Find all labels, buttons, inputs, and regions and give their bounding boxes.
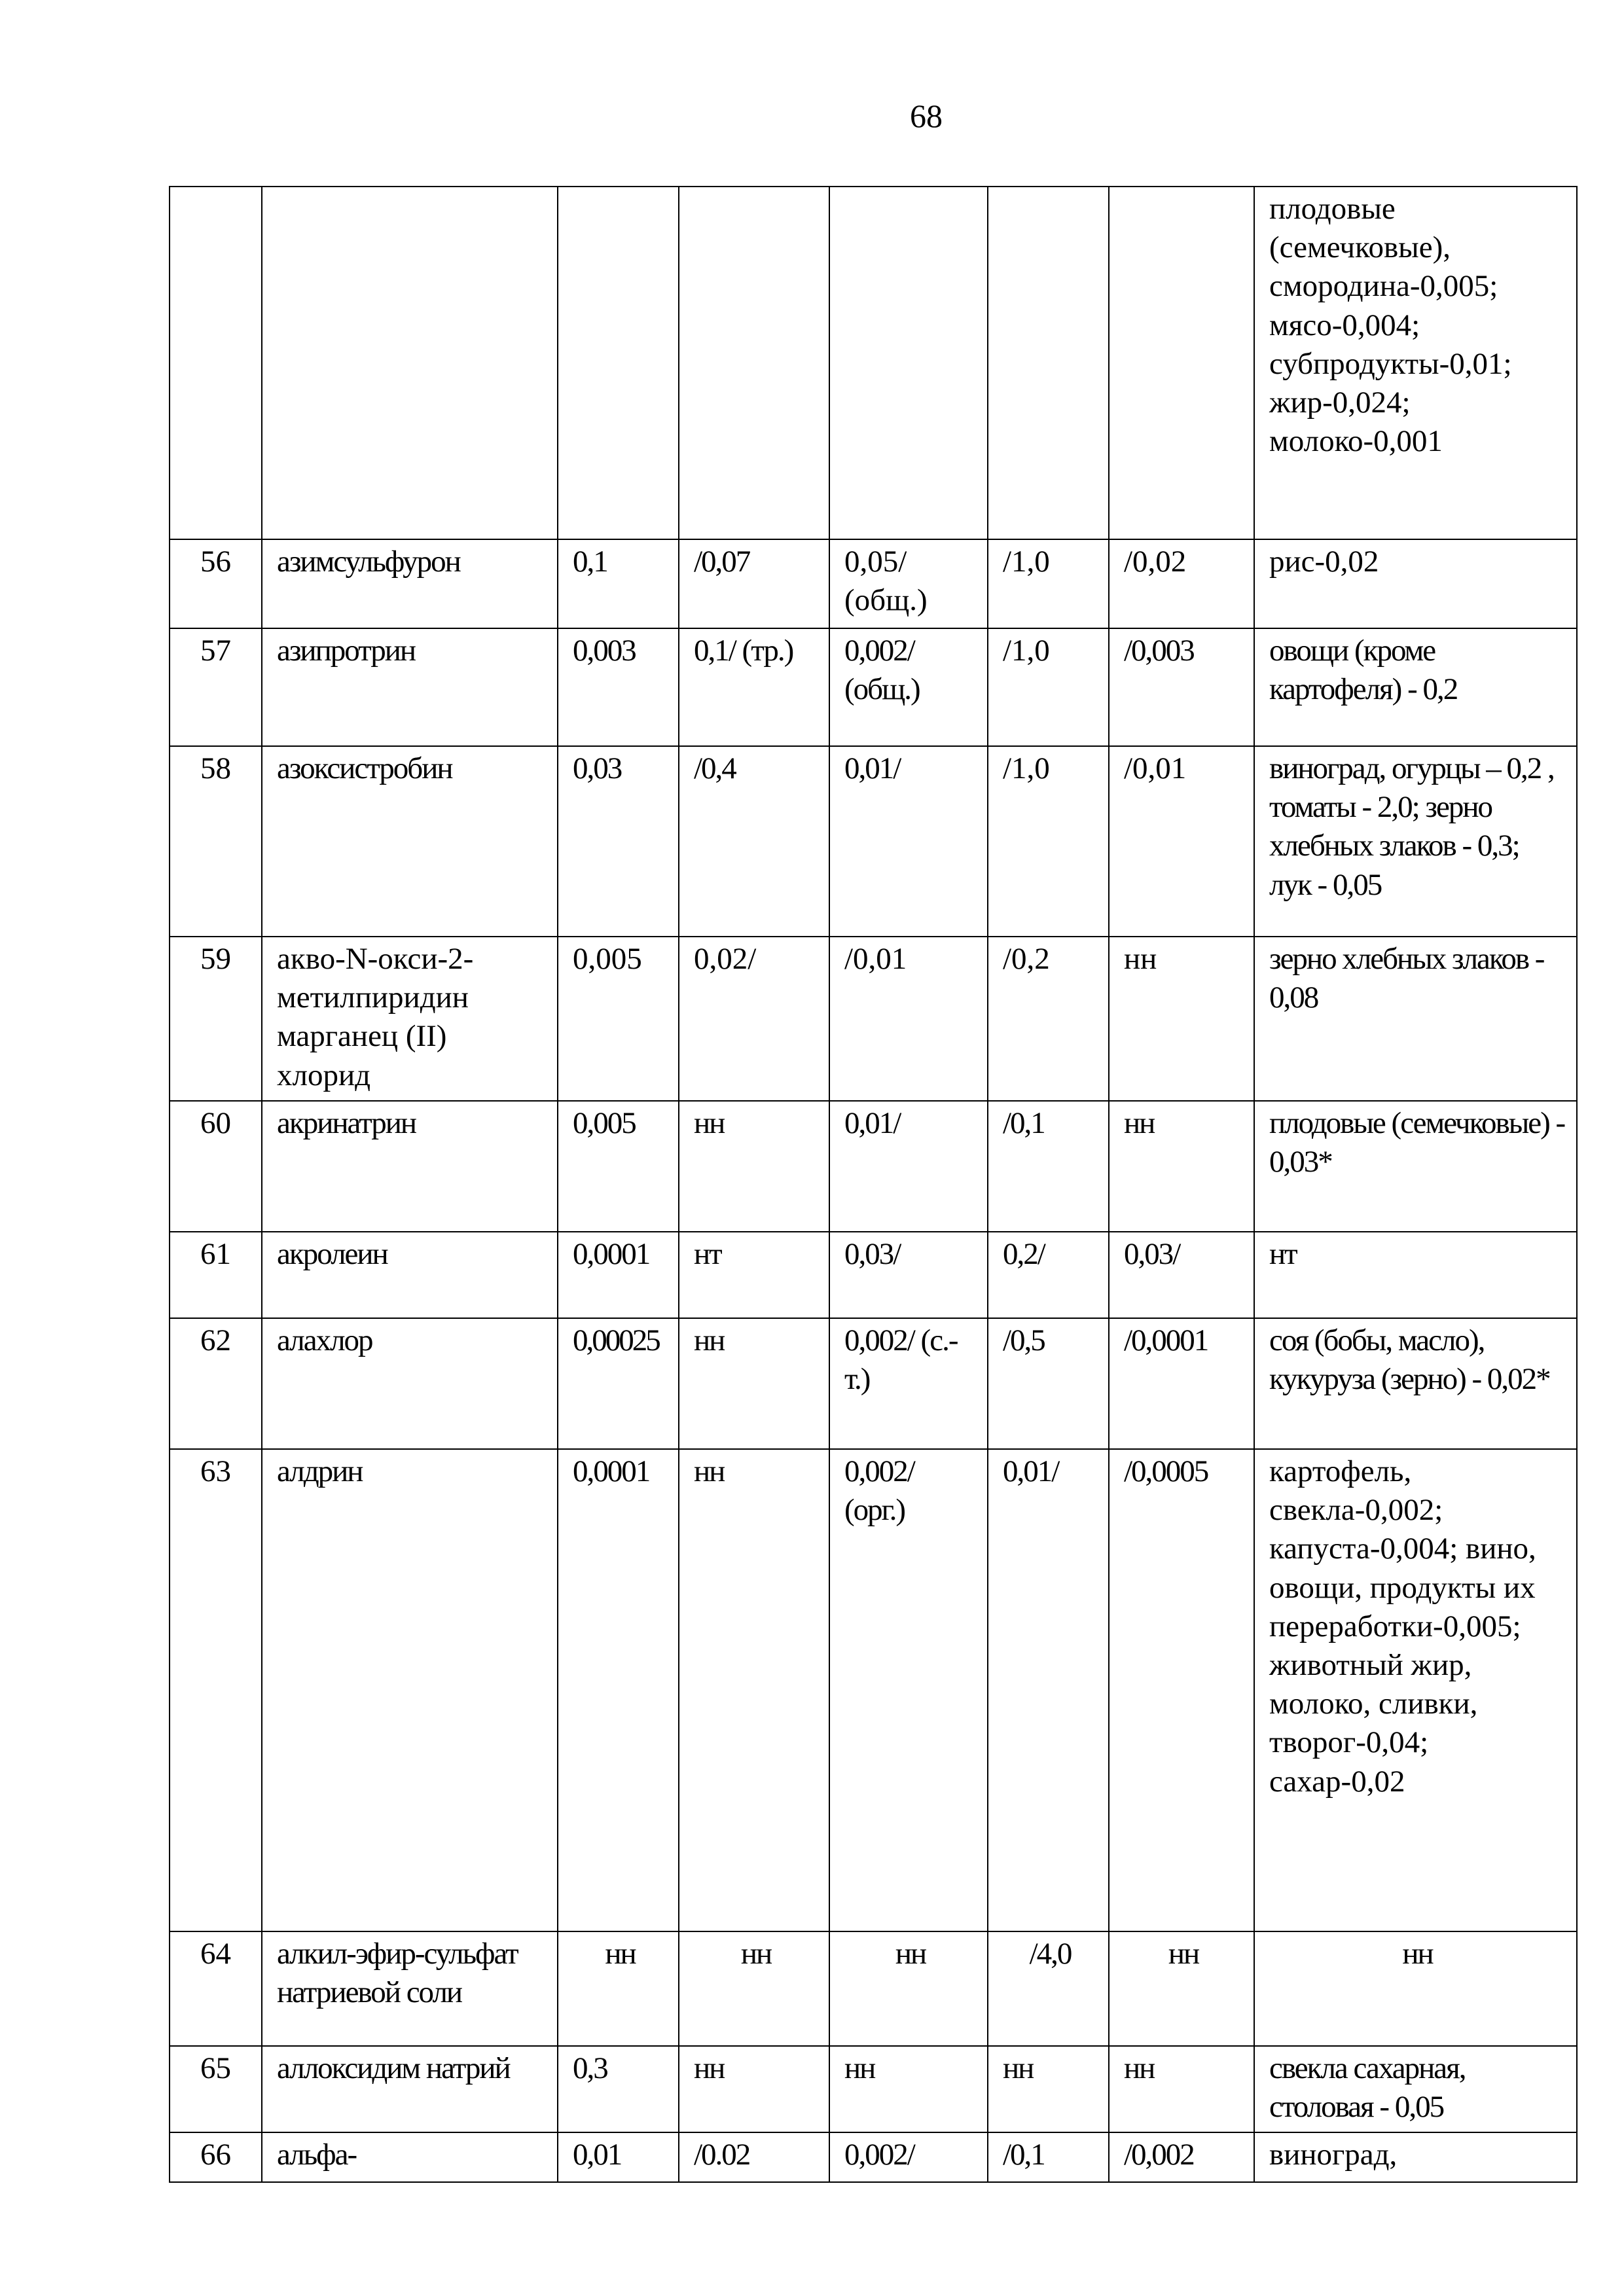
products-cell: картофель, свекла-0,002; капуста-0,004; вино, овощи, продукты их переработки-0,005; животный жир, молоко, сливки, творог-0,04; сахар-0,02 <box>1254 1449 1577 1931</box>
table-row <box>170 2046 1577 2132</box>
value-cell: 0,01/ <box>829 1101 988 1232</box>
substance-cell: азимсульфурон <box>262 539 558 628</box>
table-row <box>170 539 1577 628</box>
table-row <box>170 1101 1577 1232</box>
value-cell: 0,01/ <box>829 746 988 937</box>
row-number-cell: 57 <box>170 628 262 746</box>
value-cell: 0,002/ (общ.) <box>829 628 988 746</box>
value-cell: 0,03/ <box>1109 1232 1254 1318</box>
value-cell: нн <box>1109 2046 1254 2132</box>
value-cell: нн <box>1109 1101 1254 1232</box>
products-cell: нт <box>1254 1232 1577 1318</box>
substance-cell: акролеин <box>262 1232 558 1318</box>
table-row <box>170 1449 1577 1931</box>
value-cell: 0,02/ <box>679 937 829 1101</box>
value-cell: 0,00025 <box>558 1318 679 1449</box>
value-cell: /0,0005 <box>1109 1449 1254 1931</box>
value-cell: /0,2 <box>988 937 1109 1101</box>
substance-cell: альфа- <box>262 2132 558 2182</box>
value-cell: 0,002/ <box>829 2132 988 2182</box>
value-cell <box>679 187 829 539</box>
value-cell: 0,05/ (общ.) <box>829 539 988 628</box>
value-cell: 0,005 <box>558 1101 679 1232</box>
substance-cell: азоксистробин <box>262 746 558 937</box>
row-number-cell: 66 <box>170 2132 262 2182</box>
table-row <box>170 628 1577 746</box>
substance-cell <box>262 187 558 539</box>
value-cell: 0,3 <box>558 2046 679 2132</box>
value-cell: нт <box>679 1232 829 1318</box>
value-cell: 0,002/ (орг.) <box>829 1449 988 1931</box>
substance-cell: алдрин <box>262 1449 558 1931</box>
value-cell: /0,07 <box>679 539 829 628</box>
value-cell: 0,1 <box>558 539 679 628</box>
products-cell: плодовые (семечковые) - 0,03* <box>1254 1101 1577 1232</box>
table-row <box>170 1232 1577 1318</box>
row-number-cell: 60 <box>170 1101 262 1232</box>
value-cell: /0,1 <box>988 1101 1109 1232</box>
products-cell: нн <box>1254 1931 1577 2046</box>
table-row <box>170 187 1577 539</box>
value-cell: /1,0 <box>988 539 1109 628</box>
row-number-cell: 59 <box>170 937 262 1101</box>
products-cell: виноград, <box>1254 2132 1577 2182</box>
value-cell: нн <box>988 2046 1109 2132</box>
products-cell: овощи (кроме картофеля) - 0,2 <box>1254 628 1577 746</box>
row-number-cell: 61 <box>170 1232 262 1318</box>
value-cell: 0,0001 <box>558 1232 679 1318</box>
value-cell: /0,01 <box>829 937 988 1101</box>
residue-limits-table <box>169 186 1578 2183</box>
value-cell: нн <box>1109 1931 1254 2046</box>
value-cell <box>1109 187 1254 539</box>
page-number: 68 <box>910 98 943 134</box>
substance-cell: алахлор <box>262 1318 558 1449</box>
value-cell: /0,003 <box>1109 628 1254 746</box>
products-cell: соя (бобы, масло), кукуруза (зерно) - 0,02* <box>1254 1318 1577 1449</box>
value-cell: /0.02 <box>679 2132 829 2182</box>
products-cell: свекла сахарная, столовая - 0,05 <box>1254 2046 1577 2132</box>
value-cell: /0,4 <box>679 746 829 937</box>
value-cell: 0,2/ <box>988 1232 1109 1318</box>
value-cell <box>558 187 679 539</box>
substance-cell: акво-N-окси-2-метилпиридин марганец (II) хлорид <box>262 937 558 1101</box>
value-cell <box>988 187 1109 539</box>
value-cell: нн <box>679 1101 829 1232</box>
value-cell: /1,0 <box>988 628 1109 746</box>
value-cell: 0,01 <box>558 2132 679 2182</box>
value-cell: нн <box>829 2046 988 2132</box>
table-row <box>170 1931 1577 2046</box>
value-cell: нн <box>679 1318 829 1449</box>
value-cell: /0,1 <box>988 2132 1109 2182</box>
row-number-cell: 65 <box>170 2046 262 2132</box>
substance-cell: акринатрин <box>262 1101 558 1232</box>
value-cell: /0,02 <box>1109 539 1254 628</box>
value-cell: 0,03/ <box>829 1232 988 1318</box>
value-cell: /4,0 <box>988 1931 1109 2046</box>
value-cell: /0,01 <box>1109 746 1254 937</box>
substance-cell: алкил-эфир-сульфат натриевой соли <box>262 1931 558 2046</box>
value-cell: 0,01/ <box>988 1449 1109 1931</box>
products-cell: виноград, огурцы – 0,2 , томаты - 2,0; зерно хлебных злаков - 0,3; лук - 0,05 <box>1254 746 1577 937</box>
value-cell: 0,03 <box>558 746 679 937</box>
value-cell: нн <box>679 1449 829 1931</box>
products-cell: рис-0,02 <box>1254 539 1577 628</box>
row-number-cell: 58 <box>170 746 262 937</box>
value-cell: нн <box>679 2046 829 2132</box>
value-cell: 0,002/ (с.-т.) <box>829 1318 988 1449</box>
row-number-cell: 62 <box>170 1318 262 1449</box>
value-cell: 0,003 <box>558 628 679 746</box>
table-row <box>170 2132 1577 2182</box>
value-cell: /0,002 <box>1109 2132 1254 2182</box>
table-row <box>170 746 1577 937</box>
products-cell: плодовые (семечковые), смородина-0,005; мясо-0,004; субпродукты-0,01; жир-0,024; молоко-0,001 <box>1254 187 1577 539</box>
row-number-cell <box>170 187 262 539</box>
value-cell <box>829 187 988 539</box>
value-cell: нн <box>829 1931 988 2046</box>
value-cell: нн <box>558 1931 679 2046</box>
substance-cell: аллоксидим натрий <box>262 2046 558 2132</box>
row-number-cell: 64 <box>170 1931 262 2046</box>
value-cell: нн <box>1109 937 1254 1101</box>
value-cell: /1,0 <box>988 746 1109 937</box>
products-cell: зерно хлебных злаков - 0,08 <box>1254 937 1577 1101</box>
value-cell: 0,0001 <box>558 1449 679 1931</box>
value-cell: 0,1/ (тр.) <box>679 628 829 746</box>
value-cell: /0,5 <box>988 1318 1109 1449</box>
row-number-cell: 63 <box>170 1449 262 1931</box>
table-row <box>170 1318 1577 1449</box>
value-cell: /0,0001 <box>1109 1318 1254 1449</box>
table-row <box>170 937 1577 1101</box>
value-cell: нн <box>679 1931 829 2046</box>
row-number-cell: 56 <box>170 539 262 628</box>
value-cell: 0,005 <box>558 937 679 1101</box>
substance-cell: азипротрин <box>262 628 558 746</box>
